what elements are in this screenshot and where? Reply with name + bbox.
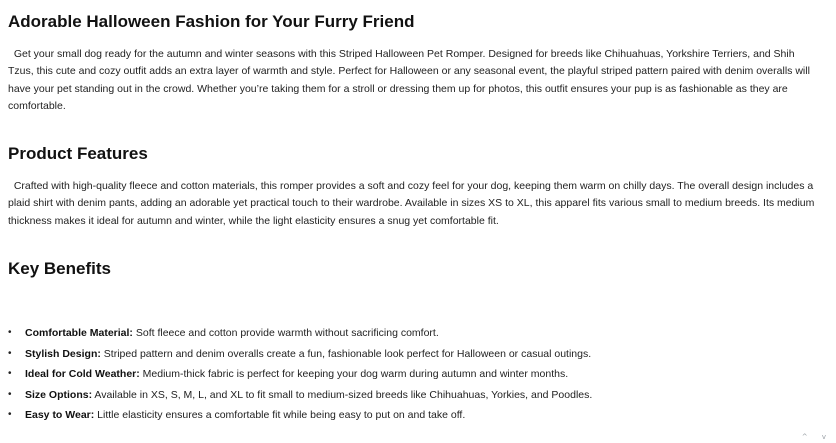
benefit-label: Stylish Design: bbox=[25, 347, 101, 360]
benefit-label: Comfortable Material: bbox=[25, 327, 133, 339]
bullet-icon: • bbox=[8, 347, 12, 359]
features-paragraph bbox=[8, 178, 820, 230]
list-item bbox=[8, 344, 820, 365]
benefit-text: Striped pattern and denim overalls create a fun, fashionable look perfect for Halloween or casual outings. bbox=[100, 347, 592, 360]
benefit-text: Medium-thick fabric is perfect for keeping your dog warm during autumn and winter months. bbox=[139, 368, 569, 381]
benefit-label: Easy to Wear: bbox=[25, 409, 95, 422]
benefits-heading: Key Benefits bbox=[8, 259, 111, 278]
intro-text: Get your small dog ready for the autumn and winter seasons with this Striped Halloween Pet Romper. Designed for breeds like Chihuahuas, Yorkshire Terriers, and Shih Tzus, this cute and cozy outfit adds an extra layer of warmth and style. Perfect for Halloween or any seasonal event, the playful striped pattern paired with denim overalls will have your pet standing out in the crowd. Whether you’re taking them for a stroll or dressing them up for photos, this outfit ensures your pup is as fashionable as they are comfortable. bbox=[8, 48, 810, 112]
list-item bbox=[8, 323, 820, 344]
benefit-label: Ideal for Cold Weather: bbox=[25, 368, 140, 381]
bullet-icon: • bbox=[8, 388, 12, 400]
list-item bbox=[8, 385, 820, 406]
features-text: Crafted with high-quality fleece and cotton materials, this romper provides a soft and cozy feel for your dog, keeping them warm on chilly days. The overall design includes a plaid shirt with denim pants, adding an adorable yet practical touch to their wardrobe. Available in sizes XS to XL, this apparel fits various small to medium breeds. Its medium thickness makes it ideal for autumn and winter, while the light elasticity ensures a snug yet comfortable fit. bbox=[8, 180, 815, 227]
bullet-icon: • bbox=[8, 368, 12, 380]
benefit-text: Available in XS, S, M, L, and XL to fit small to medium-sized breeds like Chihuahuas, Yorkies, and Poodles. bbox=[92, 388, 593, 401]
bullet-icon: • bbox=[8, 327, 12, 338]
intro-paragraph bbox=[8, 46, 820, 115]
benefit-text: Soft fleece and cotton provide warmth without sacrificing comfort. bbox=[132, 327, 439, 339]
list-item bbox=[8, 364, 820, 385]
benefit-label: Size Options: bbox=[25, 388, 93, 401]
scroll-arrows-icon[interactable]: ^ v bbox=[801, 433, 832, 441]
benefits-list bbox=[8, 323, 820, 426]
list-item bbox=[8, 405, 820, 426]
features-heading: Product Features bbox=[8, 144, 148, 163]
page-title: Adorable Halloween Fashion for Your Furry Friend bbox=[8, 12, 415, 31]
bullet-icon: • bbox=[8, 409, 12, 421]
benefit-text: Little elasticity ensures a comfortable fit while being easy to put on and take off. bbox=[94, 409, 466, 422]
